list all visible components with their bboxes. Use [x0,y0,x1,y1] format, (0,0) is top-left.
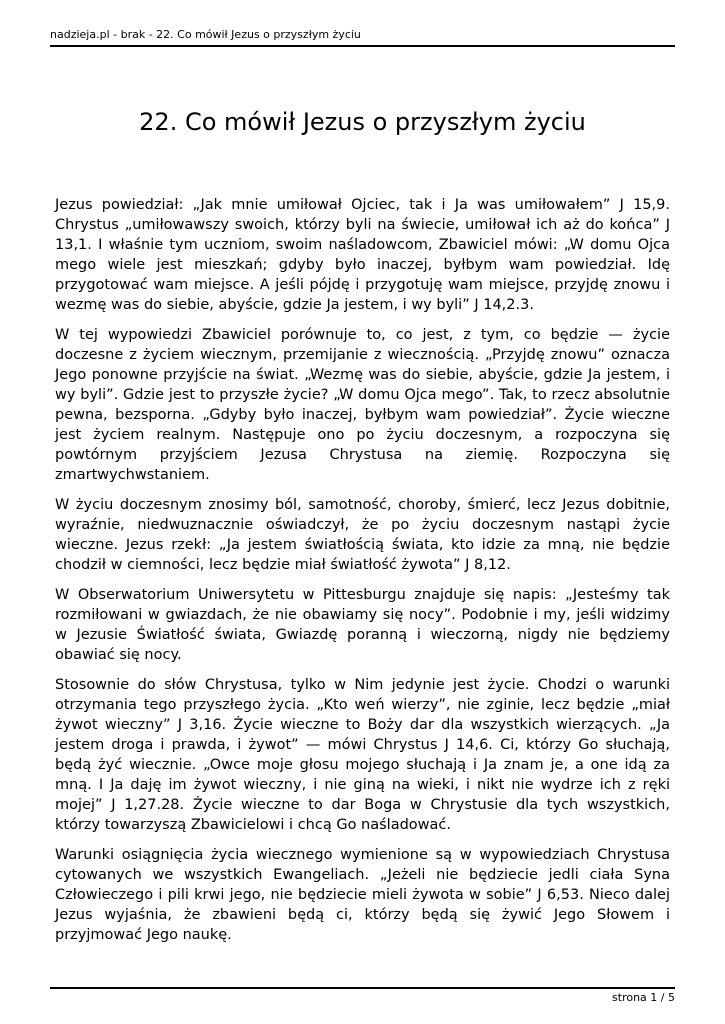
paragraph: W Obserwatorium Uniwersytetu w Pittesburgu znajduje się napis: „Jesteśmy tak rozmiłowani w gwiazdach, że nie obawiamy się nocy”. Podobnie i my, jeśli widzimy w Jezusie Światłość świata, Gwiazdę poranną i wieczorną, nigdy nie będziemy obawiać się nocy. [55,587,670,663]
header-text: nadzieja.pl - brak - 22. Co mówił Jezus o przyszłym życiu [50,28,361,41]
paragraph: Warunki osiągnięcia życia wiecznego wymienione są w wypowiedziach Chrystusa cytowanych we wszystkich Ewangeliach. „Jeżeli nie będziecie jedli ciała Syna Człowieczego i pili krwi jego, nie będziecie mieli żywota w sobie” J 6,53. Nieco dalej Jezus wyjaśnia, że zbawieni będą ci, którzy będą się żywić Jego Słowem i przyjmować Jego naukę. [55,847,670,943]
paragraph: Stosownie do słów Chrystusa, tylko w Nim jedynie jest życie. Chodzi o warunki otrzymania tego przyszłego życia. „Kto weń wierzy”, nie zginie, lecz będzie „miał żywot wieczny” J 3,16. Życie wieczne to Boży dar dla wszystkich wierzących. „Ja jestem droga i prawda, i żywot” — mówi Chrystus J 14,6. Ci, którzy Go słuchają, będą żyć wiecznie. „Owce moje głosu mojego słuchają i Ja znam je, a one idą za mną. I Ja daję im żywot wieczny, i nie giną na wieki, i nikt nie wydrze ich z ręki mojej” J 1,27.28. Życie wieczne to dar Boga w Chrystusie dla tych wszystkich, którzy towarzyszą Zbawicielowi i chcą Go naśladować. [55,677,670,833]
page-title: 22. Co mówił Jezus o przyszłym życiu [139,108,586,136]
page-header [50,28,675,47]
document-body [55,195,670,955]
paragraph: W tej wypowiedzi Zbawiciel porównuje to, co jest, z tym, co będzie — życie doczesne z życiem wiecznym, przemijanie z wiecznością. „Przyjdę znowu” oznacza Jego ponowne przyjście na świat. „Wezmę was do siebie, abyście, gdzie Ja jestem, i wy byli”. Gdzie jest to przyszłe życie? „W domu Ojca mego”. Tak, to rzecz absolutnie pewna, bezsporna. „Gdyby było inaczej, byłbym wam powiedział”. Życie wieczne jest życiem realnym. Następuje ono po życiu doczesnym, a rozpoczyna się powtórnym przyjściem Jezusa Chrystusa na ziemię. Rozpoczyna się zmartwychwstaniem. [55,327,670,483]
paragraph: Jezus powiedział: „Jak mnie umiłował Ojciec, tak i Ja was umiłowałem” J 15,9. Chrystus „umiłowawszy swoich, którzy byli na świecie, umiłował ich aż do końca” J 13,1. I właśnie tym uczniom, swoim naśladowcom, Zbawiciel mówi: „W domu Ojca mego wiele jest mieszkań; gdyby było inaczej, byłbym wam powiedział. Idę przygotować wam miejsce. A jeśli pójdę i przygotuję wam miejsce, przyjdę znowu i wezmę was do siebie, abyście, gdzie Ja jestem, i wy byli” J 14,2.3. [55,197,670,313]
paragraph: W życiu doczesnym znosimy ból, samotność, choroby, śmierć, lecz Jezus dobitnie, wyraźnie, niedwuznacznie oświadczył, że po życiu doczesnym nastąpi życie wieczne. Jezus rzekł: „Ja jestem światłością świata, kto idzie za mną, nie będzie chodził w ciemności, lecz będzie miał światłość żywota” J 8,12. [55,497,670,573]
page-footer [50,987,675,1005]
page-number-label: strona 1 / 5 [612,991,675,1004]
